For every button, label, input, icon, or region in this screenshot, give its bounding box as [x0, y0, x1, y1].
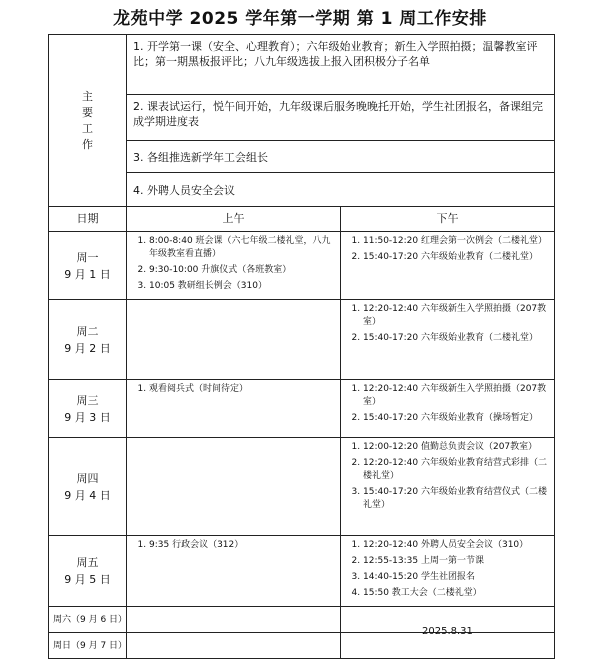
- event-item: 1. 12:00-12:20 值勤总负责会议（207教室）: [363, 441, 550, 454]
- afternoon-cell: [341, 300, 555, 380]
- afternoon-cell: [341, 380, 555, 438]
- weekday-label: 周二: [76, 324, 99, 338]
- event-item: 3. 15:40-17:20 六年级始业教育结营仪式（二楼礼堂）: [363, 486, 550, 512]
- day-cell-tuesday: [49, 300, 127, 380]
- footer-date: 2025.8.31: [422, 626, 473, 637]
- event-item: 2. 9:30-10:00 升旗仪式（各班教室）: [149, 264, 336, 277]
- event-item: 3. 10:05 教研组长例会（310）: [149, 280, 336, 293]
- day-cell-thursday: [49, 438, 127, 536]
- day-cell-monday: [49, 232, 127, 300]
- event-item: 2. 15:40-17:20 六年级始业教育（二楼礼堂）: [363, 332, 550, 345]
- morning-cell: [127, 607, 341, 633]
- weekday-label: 周三: [76, 393, 99, 407]
- header-date: 日期: [49, 207, 127, 232]
- afternoon-cell: [341, 438, 555, 536]
- event-item: 2. 15:40-17:20 六年级始业教育（二楼礼堂）: [363, 251, 550, 264]
- key-work-label: [49, 35, 127, 207]
- sunday-label: 周日（9 月 7 日）: [49, 633, 127, 659]
- event-item: 2. 12:20-12:40 六年级始业教育结营式彩排（二楼礼堂）: [363, 457, 550, 483]
- morning-cell: [127, 380, 341, 438]
- day-cell-friday: [49, 536, 127, 607]
- event-item: 1. 12:20-12:40 外聘人员安全会议（310）: [363, 539, 550, 552]
- event-item: 1. 8:00-8:40 班会课（六七年级二楼礼堂，八九年级教室看直播）: [149, 235, 336, 261]
- header-afternoon: 下午: [341, 207, 555, 232]
- afternoon-cell: [341, 232, 555, 300]
- morning-cell: [127, 633, 341, 659]
- event-item: 2. 15:40-17:20 六年级始业教育（操场暂定）: [363, 412, 550, 425]
- key-work-char: 工: [82, 121, 93, 135]
- key-work-char: 作: [82, 137, 93, 151]
- date-label: 9 月 3 日: [64, 410, 111, 424]
- morning-cell: [127, 300, 341, 380]
- schedule-table: [48, 34, 555, 659]
- date-label: 9 月 4 日: [64, 488, 111, 502]
- event-item: 2. 12:55-13:35 上周一第一节课: [363, 555, 550, 568]
- header-morning: 上午: [127, 207, 341, 232]
- saturday-label: 周六（9 月 6 日）: [49, 607, 127, 633]
- date-label: 9 月 2 日: [64, 341, 111, 355]
- key-work-item: 4. 外聘人员安全会议: [127, 173, 555, 207]
- event-item: 3. 14:40-15:20 学生社团报名: [363, 571, 550, 584]
- page-title: 龙苑中学 2025 学年第一学期 第 1 周工作安排: [113, 9, 487, 29]
- event-item: 1. 9:35 行政会议（312）: [149, 539, 336, 552]
- key-work-char: 主: [82, 89, 93, 103]
- date-label: 9 月 1 日: [64, 267, 111, 281]
- weekday-label: 周五: [76, 556, 99, 569]
- morning-cell: [127, 536, 341, 607]
- weekday-label: 周一: [76, 250, 99, 264]
- event-item: 4. 15:50 教工大会（二楼礼堂）: [363, 587, 550, 600]
- event-item: 1. 12:20-12:40 六年级新生入学照拍摄（207教室）: [363, 383, 550, 409]
- key-work-item: 2. 课表试运行，悦午间开始，九年级课后服务晚晚托开始，学生社团报名，备课组完成学期进度表: [127, 95, 555, 141]
- afternoon-cell: [341, 536, 555, 607]
- event-item: 1. 12:20-12:40 六年级新生入学照拍摄（207教室）: [363, 303, 550, 329]
- weekday-label: 周四: [76, 471, 99, 485]
- day-cell-wednesday: [49, 380, 127, 438]
- event-item: 1. 11:50-12:20 红理会第一次例会（二楼礼堂）: [363, 235, 550, 248]
- date-label: 9 月 5 日: [64, 573, 111, 586]
- key-work-item: 3. 各组推选新学年工会组长: [127, 141, 555, 173]
- key-work-item: 1. 开学第一课（安全、心理教育）；六年级始业教育；新生入学照拍摄；温馨教室评比；第一期黑板报评比；八九年级选拔上报入团积极分子名单: [127, 35, 555, 95]
- key-work-char: 要: [82, 105, 93, 119]
- morning-cell: [127, 232, 341, 300]
- event-item: 1. 观看阅兵式（时间待定）: [149, 383, 336, 396]
- morning-cell: [127, 438, 341, 536]
